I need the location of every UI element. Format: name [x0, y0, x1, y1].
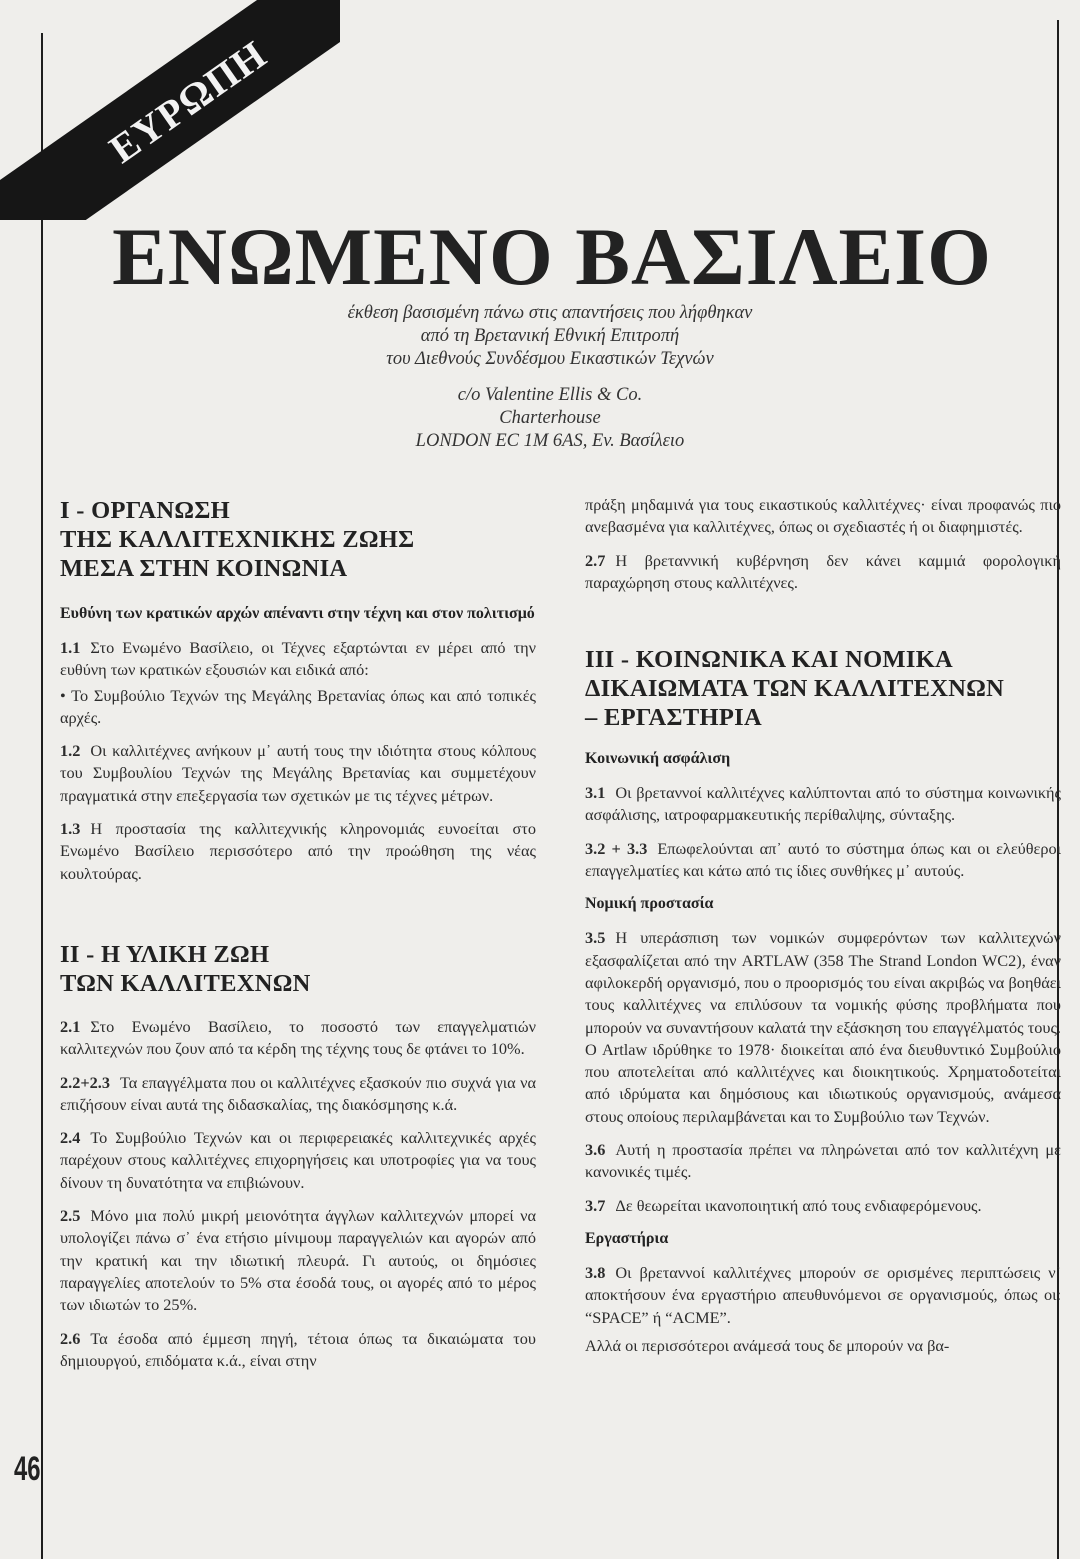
paragraph-number: 3.6	[585, 1140, 606, 1160]
subheading-legal-protection: Νομική προστασία	[585, 895, 714, 913]
paragraph-3-2-3-3	[585, 838, 1061, 883]
paragraph-text: Αυτή η προστασία πρέπει να πληρώνεται από τον καλλιτέχνη με κανονικές τιμές.	[585, 1140, 1061, 1182]
region-banner	[0, 0, 340, 220]
paragraph-3-7	[585, 1195, 1061, 1217]
paragraph-number: 2.5	[60, 1206, 81, 1226]
paragraph-number: 1.3	[60, 819, 81, 839]
paragraph-text: Τα έσοδα από έμμεση πηγή, τέτοια όπως τα δικαιώματα του δημιουργού, επιδόματα κ.ά., είναι στην	[60, 1328, 536, 1370]
paragraph-text: Επωφελούνται απ᾿ αυτό το σύστημα όπως και οι ελεύθεροι επαγγελματίες και κάτω από τις ίδιες συνθήκες μ᾿ αυτούς.	[585, 838, 1062, 881]
paragraph-3-1	[585, 782, 1061, 827]
paragraph-number: 1.2	[60, 741, 81, 761]
paragraph-bullet	[60, 685, 536, 730]
heading-line: III - ΚΟΙΝΩΝΙΚΑ ΚΑΙ ΝΟΜΙΚΑ	[585, 646, 954, 674]
heading-line: ΤΩΝ ΚΑΛΛΙΤΕΧΝΩΝ	[60, 969, 311, 997]
paragraph-2-6-continued: πράξη μηδαμινά για τους εικαστικούς καλλιτέχνες· είναι προφανώς πιο ανεβασμένα για καλλιτέχνες, όπως οι σχεδιαστές ή οι διαφημιστές.	[585, 495, 1061, 537]
paragraph-text: Μόνο μια πολύ μικρή μειονότητα άγγλων καλλιτεχνών μπορεί να υπολογίζει πάνω σ᾿ ένα ετήσιο μίνιμουμ παραγγελιών και αγορών από την κρατική και την ιδιωτική πλευρά. Γι αυτούς, οι δημόσιες παραγγελίες αποτελούν το 5% στα έσοδά τους, οι αγορές από το μέρος των ιδιωτών το 25%.	[60, 1206, 536, 1315]
paragraph-number: 3.7	[585, 1195, 606, 1215]
paragraph-1-1	[60, 637, 536, 682]
paragraph-2-2-2-3	[60, 1072, 536, 1117]
paragraph-text: Οι βρεταννοί καλλιτέχνες μπορούν σε ορισμένες περιπτώσεις ν᾿ αποκτήσουν ένα εργαστήριο απευθυνόμενοι σε οργανισμούς, όπως οι: “SPACE” ή “ACME”.	[585, 1262, 1061, 1327]
paragraph-text: Στο Ενωμένο Βασίλειο, το ποσοστό των επαγγελματιών καλλιτεχνών που ζουν από τα κέρδη της τέχνης τους δε φτάνει το 10%.	[60, 1016, 536, 1059]
subheading-social-insurance: Κοινωνική ασφάλιση	[585, 750, 731, 768]
paragraph-text: Οι βρεταννοί καλλιτέχνες καλύπτονται από το σύστημα κοινωνικής ασφάλισης, ιατροφαρμακευτικής περίθαλψης, σύνταξης.	[585, 783, 1061, 825]
subtitle-line: από τη Βρετανική Εθνική Επιτροπή	[420, 326, 680, 346]
paragraph-number: 2.7	[585, 550, 606, 570]
section-1-subheading: Ευθύνη των κρατικών αρχών απέναντι στην τέχνη και στον πολιτισμό	[60, 605, 535, 622]
address-line: Charterhouse	[499, 408, 601, 428]
contact-address	[250, 384, 850, 453]
paragraph-text: Οι καλλιτέχνες ανήκουν μ᾿ αυτή τους την ιδιότητα στους κόλπους του Συμβουλίου Τεχνών της Μεγάλης Βρετανίας και συμμετέχουν πραγματικά στην επεξεργασία των σχετικών με τις τέχνες μέτρων.	[60, 741, 536, 805]
heading-line: I - ΟΡΓΑΝΩΣΗ	[60, 497, 231, 524]
paragraph-1-3	[60, 818, 536, 885]
report-subtitle	[250, 302, 850, 371]
heading-line: ΔΙΚΑΙΩΜΑΤΑ ΤΩΝ ΚΑΛΛΙΤΕΧΝΩΝ	[585, 675, 1005, 703]
region-banner-band	[0, 0, 340, 220]
subheading-workshops: Εργαστήρια	[585, 1229, 669, 1247]
paragraph-number: 3.2 + 3.3	[585, 838, 648, 858]
paragraph-2-5	[60, 1205, 536, 1316]
paragraph-2-7	[585, 550, 1061, 595]
paragraph-text: Στο Ενωμένο Βασίλειο, οι Τέχνες εξαρτώνται εν μέρει από την ευθύνη των κρατικών εξουσιών και ειδικά από:	[60, 638, 536, 680]
paragraph-text: Τα επαγγέλματα που οι καλλιτέχνες εξασκούν πιο συχνά για να επιζήσουν είναι αυτά της διδασκαλίας, της διακόσμησης κ.ά.	[60, 1072, 536, 1114]
section-1-heading	[60, 496, 536, 583]
paragraph-3-8	[585, 1262, 1061, 1329]
heading-line: II - Η ΥΛΙΚΗ ΖΩΗ	[60, 940, 270, 968]
page-title: ΕΝΩΜΕΝΟ ΒΑΣΙΛΕΙΟ	[112, 211, 992, 302]
paragraph-number: 2.6	[60, 1328, 81, 1348]
paragraph-3-8-continued: Αλλά οι περισσότεροι ανάμεσά τους δε μπορούν να βα-	[585, 1335, 950, 1355]
paragraph-number: 3.8	[585, 1262, 606, 1282]
left-column	[60, 496, 536, 1383]
paragraph-number: 3.5	[585, 928, 606, 948]
paragraph-2-4	[60, 1127, 536, 1194]
section-3-heading	[585, 645, 1061, 732]
paragraph-text: Η βρεταννική κυβέρνηση δεν κάνει καμμιά φορολογική παραχώρηση στους καλλιτέχνες.	[585, 550, 1061, 592]
region-banner-label: ΕΥΡΩΠΗ	[100, 31, 275, 172]
section-2-heading	[60, 940, 536, 998]
paragraph-1-2	[60, 740, 536, 807]
paragraph-3-5	[585, 927, 1061, 1128]
paragraph-2-6	[60, 1328, 536, 1373]
subtitle-line: του Διεθνούς Συνδέσμου Εικαστικών Τεχνών	[386, 349, 714, 369]
address-line: LONDON EC 1M 6AS, Ev. Βασίλειο	[415, 431, 685, 451]
paragraph-text: Η υπεράσπιση των νομικών συμφερόντων των καλλιτεχνών εξασφαλίζεται από την ARTLAW (358 The Strand London WC2), έναν αφιλοκερδή οργανισμό, που ο προορισμός του είναι ακριβώς να βοηθάει τους καλλιτέχνες να επιλύσουν τα νομικής φύσης προβλήματα που μπορούν να συναντήσουν καλατά την εξάσκηση του επαγγέλματός τους. Ο Artlaw ιδρύθηκε το 1978· διοικείται από ένα διευθυντικό Συμβούλιο που αποτελείται από καλλιτέχνες και διοικητικούς. Χρηματοδοτείται από ιδρύματα και δημόσιους και ιδιωτικούς οργανισμούς, ανάμεσα στους οποίους περιλαμβάνεται και το Συμβούλιο των Τεχνών.	[585, 928, 1061, 1126]
paragraph-text: Η προστασία της καλλιτεχνικής κληρονομιάς ευνοείται στο Ενωμένο Βασίλειο περισσότερο από την προώθηση της νέας κουλτούρας.	[60, 819, 536, 883]
address-line: c/o Valentine Ellis & Co.	[457, 385, 643, 405]
paragraph-number: 2.4	[60, 1128, 81, 1148]
paragraph-text: Το Συμβούλιο Τεχνών και οι περιφερειακές καλλιτεχνικές αρχές παρέχουν στους καλλιτέχνες επιχορηγήσεις και υποτροφίες για να τους δίνουν τη δυνατότητα να επιβιώνουν.	[60, 1128, 536, 1192]
heading-line: ΜΕΣΑ ΣΤΗΝ ΚΟΙΝΩΝΙΑ	[60, 555, 348, 582]
subtitle-line: έκθεση βασισμένη πάνω στις απαντήσεις που λήφθηκαν	[347, 303, 753, 323]
paragraph-3-6	[585, 1139, 1061, 1184]
paragraph-text: Δε θεωρείται ικανοποιητική από τους ενδιαφερόμενους.	[615, 1195, 982, 1215]
paragraph-number: 2.1	[60, 1016, 81, 1036]
heading-line: ΤΗΣ ΚΑΛΛΙΤΕΧΝΙΚΗΣ ΖΩΗΣ	[60, 526, 415, 553]
page-number: 46	[14, 1450, 41, 1488]
paragraph-text: • Το Συμβούλιο Τεχνών της Μεγάλης Βρετανίας όπως και από τοπικές αρχές.	[60, 685, 536, 727]
paragraph-number: 1.1	[60, 638, 81, 657]
right-column	[585, 494, 1061, 1368]
heading-line: – ΕΡΓΑΣΤΗΡΙΑ	[585, 704, 762, 732]
paragraph-2-1	[60, 1016, 536, 1061]
paragraph-number: 2.2+2.3	[60, 1072, 110, 1092]
paragraph-number: 3.1	[585, 783, 606, 803]
